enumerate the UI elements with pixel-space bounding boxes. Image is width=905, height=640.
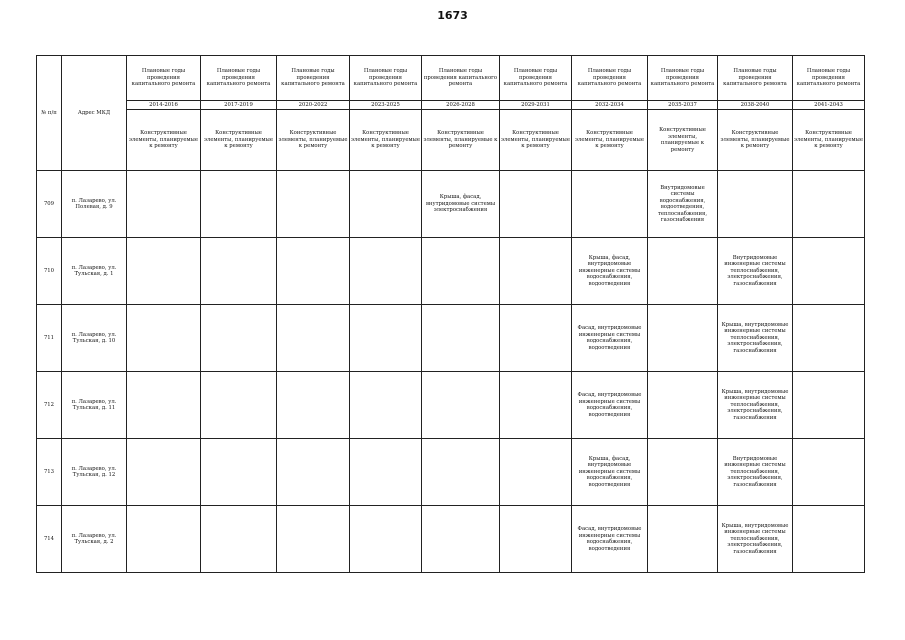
repair-elements-cell bbox=[201, 171, 277, 238]
repair-elements-cell bbox=[793, 372, 865, 439]
period-years-header: 2035-2037 bbox=[648, 101, 718, 110]
repair-elements-cell bbox=[201, 439, 277, 506]
period-title-header: Плановые годы проведения капитального ремонта bbox=[127, 56, 201, 101]
period-title-header: Плановые годы проведения капитального ремонта bbox=[648, 56, 718, 101]
repair-elements-cell bbox=[277, 506, 350, 573]
repair-elements-cell bbox=[350, 439, 422, 506]
repair-elements-cell bbox=[422, 372, 500, 439]
table-row bbox=[37, 506, 865, 573]
repair-elements-cell bbox=[277, 171, 350, 238]
repair-elements-cell bbox=[201, 238, 277, 305]
table-row bbox=[37, 171, 865, 238]
address-header: Адрес МКД bbox=[62, 56, 127, 171]
repair-elements-cell bbox=[201, 372, 277, 439]
repair-elements-cell bbox=[793, 305, 865, 372]
repair-elements-cell bbox=[277, 372, 350, 439]
repair-elements-cell: Крыша, фасад, внутридомовые инженерные системы водоснабжения, водоотведения bbox=[572, 439, 648, 506]
num-header: № п/п bbox=[37, 56, 62, 171]
repair-elements-cell: Внутридомовые системы водоснабжения, водоотведения, теплоснабжения, газоснабжения bbox=[648, 171, 718, 238]
table-body bbox=[37, 171, 865, 573]
repair-elements-cell bbox=[127, 305, 201, 372]
row-address: п. Лазарево, ул. Тульская, д. 1 bbox=[62, 238, 127, 305]
repair-elements-cell bbox=[500, 439, 572, 506]
repair-elements-cell bbox=[422, 506, 500, 573]
repair-elements-cell bbox=[201, 305, 277, 372]
repair-elements-cell bbox=[422, 305, 500, 372]
period-years-header: 2026-2028 bbox=[422, 101, 500, 110]
period-years-header: 2014-2016 bbox=[127, 101, 201, 110]
period-title-header: Плановые годы проведения капитального ремонта bbox=[422, 56, 500, 101]
repair-elements-cell bbox=[718, 171, 793, 238]
period-years-header: 2023-2025 bbox=[350, 101, 422, 110]
repair-elements-cell: Фасад, внутридомовые инженерные системы водоснабжения, водоотведения bbox=[572, 372, 648, 439]
period-elements-header: Конструктивные элементы, планируемые к ремонту bbox=[718, 110, 793, 171]
repair-elements-cell: Фасад, внутридомовые инженерные системы водоснабжения, водоотведения bbox=[572, 506, 648, 573]
table-row bbox=[37, 439, 865, 506]
period-elements-header: Конструктивные элементы, планируемые к ремонту bbox=[648, 110, 718, 171]
repair-elements-cell bbox=[127, 506, 201, 573]
repair-elements-cell bbox=[793, 171, 865, 238]
row-address: п. Лазарево, ул. Тульская, д. 2 bbox=[62, 506, 127, 573]
repair-elements-cell bbox=[127, 171, 201, 238]
repair-elements-cell bbox=[350, 372, 422, 439]
repair-elements-cell: Крыша, фасад, внутридомовые инженерные системы водоснабжения, водоотведения bbox=[572, 238, 648, 305]
repair-elements-cell bbox=[648, 506, 718, 573]
repair-elements-cell bbox=[277, 238, 350, 305]
table-header bbox=[37, 56, 865, 171]
repair-elements-cell bbox=[127, 439, 201, 506]
repair-elements-cell bbox=[500, 171, 572, 238]
period-years-header: 2017-2019 bbox=[201, 101, 277, 110]
repair-elements-cell: Фасад, внутридомовые инженерные системы водоснабжения, водоотведения bbox=[572, 305, 648, 372]
repair-elements-cell bbox=[648, 439, 718, 506]
repair-elements-cell bbox=[277, 439, 350, 506]
row-number: 713 bbox=[37, 439, 62, 506]
period-title-header: Плановые годы проведения капитального ремонта bbox=[572, 56, 648, 101]
row-number: 709 bbox=[37, 171, 62, 238]
repair-elements-cell: Внутридомовые инженерные системы теплоснабжения, электроснабжения, газоснабжения bbox=[718, 439, 793, 506]
repair-elements-cell bbox=[648, 372, 718, 439]
period-years-header: 2032-2034 bbox=[572, 101, 648, 110]
repair-elements-cell bbox=[500, 238, 572, 305]
row-number: 711 bbox=[37, 305, 62, 372]
repair-elements-cell bbox=[500, 506, 572, 573]
row-number: 714 bbox=[37, 506, 62, 573]
row-address: п. Лазарево, ул. Тульская, д. 12 bbox=[62, 439, 127, 506]
repair-elements-cell bbox=[422, 238, 500, 305]
repair-elements-cell: Крыша, внутридомовые инженерные системы теплоснабжения, электроснабжения, газоснабжения bbox=[718, 372, 793, 439]
page-number: 1673 bbox=[437, 9, 468, 22]
period-title-header: Плановые годы проведения капитального ремонта bbox=[201, 56, 277, 101]
row-address: п. Лазарево, ул. Полевая, д. 9 bbox=[62, 171, 127, 238]
repair-elements-cell bbox=[793, 238, 865, 305]
period-elements-header: Конструктивные элементы, планируемые к ремонту bbox=[350, 110, 422, 171]
repair-elements-cell: Крыша, внутридомовые инженерные системы теплоснабжения, электроснабжения, газоснабжения bbox=[718, 506, 793, 573]
period-elements-header: Конструктивные элементы, планируемые к ремонту bbox=[793, 110, 865, 171]
period-elements-header: Конструктивные элементы, планируемые к ремонту bbox=[127, 110, 201, 171]
repair-elements-cell: Внутридомовые инженерные системы теплоснабжения, электроснабжения, газоснабжения bbox=[718, 238, 793, 305]
repair-schedule-table bbox=[36, 55, 865, 573]
header-row-elements bbox=[37, 110, 865, 171]
period-years-header: 2029-2031 bbox=[500, 101, 572, 110]
row-address: п. Лазарево, ул. Тульская, д. 10 bbox=[62, 305, 127, 372]
repair-elements-cell: Крыша, фасад, внутридомовые системы электроснабжения bbox=[422, 171, 500, 238]
period-elements-header: Конструктивные элементы, планируемые к ремонту bbox=[500, 110, 572, 171]
repair-elements-cell bbox=[793, 506, 865, 573]
repair-elements-cell bbox=[201, 506, 277, 573]
repair-elements-cell bbox=[350, 171, 422, 238]
period-years-header: 2038-2040 bbox=[718, 101, 793, 110]
table-row bbox=[37, 238, 865, 305]
repair-elements-cell bbox=[350, 506, 422, 573]
period-years-header: 2041-2043 bbox=[793, 101, 865, 110]
repair-elements-cell bbox=[350, 305, 422, 372]
repair-elements-cell bbox=[648, 305, 718, 372]
repair-elements-cell bbox=[793, 439, 865, 506]
period-elements-header: Конструктивные элементы, планируемые к ремонту bbox=[422, 110, 500, 171]
period-title-header: Плановые годы проведения капитального ремонта bbox=[277, 56, 350, 101]
repair-elements-cell bbox=[277, 305, 350, 372]
repair-elements-cell bbox=[572, 171, 648, 238]
table-row bbox=[37, 305, 865, 372]
repair-elements-cell bbox=[350, 238, 422, 305]
period-elements-header: Конструктивные элементы, планируемые к ремонту bbox=[572, 110, 648, 171]
period-elements-header: Конструктивные элементы, планируемые к ремонту bbox=[277, 110, 350, 171]
repair-elements-cell bbox=[500, 305, 572, 372]
period-title-header: Плановые годы проведения капитального ремонта bbox=[350, 56, 422, 101]
row-number: 712 bbox=[37, 372, 62, 439]
table-row bbox=[37, 372, 865, 439]
period-elements-header: Конструктивные элементы, планируемые к ремонту bbox=[201, 110, 277, 171]
repair-elements-cell: Крыша, внутридомовые инженерные системы теплоснабжения, электроснабжения, газоснабжения bbox=[718, 305, 793, 372]
repair-elements-cell bbox=[127, 238, 201, 305]
repair-elements-cell bbox=[500, 372, 572, 439]
header-row-years bbox=[37, 101, 865, 110]
repair-elements-cell bbox=[648, 238, 718, 305]
row-number: 710 bbox=[37, 238, 62, 305]
period-years-header: 2020-2022 bbox=[277, 101, 350, 110]
header-row-titles bbox=[37, 56, 865, 101]
repair-elements-cell bbox=[422, 439, 500, 506]
period-title-header: Плановые годы проведения капитального ремонта bbox=[793, 56, 865, 101]
period-title-header: Плановые годы проведения капитального ремонта bbox=[718, 56, 793, 101]
period-title-header: Плановые годы проведения капитального ремонта bbox=[500, 56, 572, 101]
repair-elements-cell bbox=[127, 372, 201, 439]
row-address: п. Лазарево, ул. Тульская, д. 11 bbox=[62, 372, 127, 439]
